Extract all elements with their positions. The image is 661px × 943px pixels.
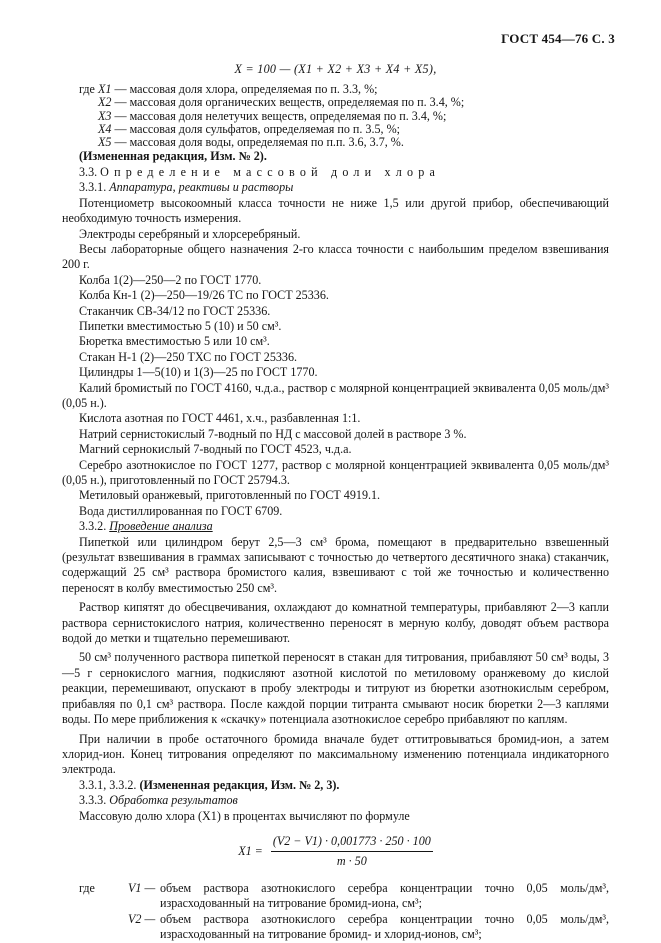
x1-denominator: m · 50 [336, 853, 367, 868]
equipment-item: Пипетки вместимостью 5 (10) и 50 см³. [79, 318, 282, 333]
section-3-3-3-heading: 3.3.3. Обработка результатов [79, 793, 238, 808]
x1-formula-lhs: X1 = [238, 843, 263, 858]
document-body [62, 60, 609, 943]
var-description: объем раствора азотнокислого серебра концентрации точно 0,05 моль/дм³, израсходованный на титрование бромид-иона, см³; [160, 880, 609, 911]
equipment-item: Серебро азотнокислое по ГОСТ 1277, раствор с молярной концентрацией эквивалента 0,05 моль/дм³ (0,05 н.), приготовленный по ГОСТ 25794.3. [62, 457, 609, 488]
procedure-paragraph: Раствор кипятят до обесцвечивания, охлаждают до комнатной температуры, прибавляют 2—3 капли раствора сернистокислого натрия, количественно переносят в мерную колбу, доводят объем раствора водой до метки и тщательно перемешивают. [62, 600, 609, 646]
equipment-item: Натрий сернистокислый 7-водный по НД с массовой долей в растворе 3 %. [79, 426, 467, 441]
equipment-item: Калий бромистый по ГОСТ 4160, ч.д.а., раствор с молярной концентрацией эквивалента 0,05 моль/дм³ (0,05 н.). [62, 380, 609, 410]
var-symbol: V2 — [128, 911, 156, 926]
revision-note-2: 3.3.1, 3.3.2. (Измененная редакция, Изм. № 2, 3). [79, 777, 340, 792]
equipment-item: Метиловый оранжевый, приготовленный по ГОСТ 4919.1. [79, 488, 381, 503]
document-header-code: ГОСТ 454—76 С. 3 [501, 31, 615, 46]
x1-numerator: (V2 − V1) · 0,001773 · 250 · 100 [271, 834, 433, 852]
equipment-item: Кислота азотная по ГОСТ 4461, х.ч., разбавленная 1:1. [79, 411, 361, 426]
where-item: X5 — массовая доля воды, определяемая по п.п. 3.6, 3.7, %. [98, 135, 404, 150]
procedure-paragraph: При наличии в пробе остаточного бромида вначале будет оттитровываться бромид-ион, а затем хлорид-ион. Конец титрования определяют по максимальному изменению потенциала индикаторного электрода. [62, 731, 609, 777]
where-item: X1 — массовая доля хлора, определяемая по п. 3.3, %; [98, 82, 378, 96]
section-3-3-2-heading: 3.3.2. Проведение анализа [79, 519, 213, 534]
equipment-item: Вода дистиллированная по ГОСТ 6709. [79, 503, 283, 518]
where-item: X4 — массовая доля сульфатов, определяемая по п. 3.5, %; [98, 121, 401, 136]
equipment-item: Магний сернокислый 7-водный по ГОСТ 4523, ч.д.а. [79, 442, 352, 457]
equipment-item: Бюретка вместимостью 5 или 10 см³. [79, 334, 270, 349]
section-3-3-heading: 3.3. Определение массовой доли хлора [79, 164, 441, 179]
equipment-item: Электроды серебряный и хлорсеребряный. [79, 226, 301, 241]
where-item: X2 — массовая доля органических веществ, определяемая по п. 3.4, %; [98, 95, 465, 110]
equipment-item: Колба 1(2)—250—2 по ГОСТ 1770. [79, 272, 262, 287]
procedure-paragraph: Пипеткой или цилиндром берут 2,5—3 см³ брома, помещают в предварительно взвешенный (результат взвешивания в граммах записывают с точностью до четвертого десятичного знака) стаканчик, содержащий 25 см³ раствора бромистого калия, взвешивают с той же точностью и количественно переносят в колбу вместимостью 250 см³. [62, 534, 609, 595]
where-list [62, 83, 609, 149]
where-item: X3 — массовая доля нелетучих веществ, определяемая по п. 3.4, %; [98, 108, 447, 123]
equipment-item: Весы лабораторные общего назначения 2-го класса точности с наибольшим пределом взвешивания 200 г. [62, 241, 609, 272]
revision-note-1: (Измененная редакция, Изм. № 2). [79, 149, 267, 164]
calc-intro: Массовую долю хлора (X1) в процентах вычисляют по формуле [79, 808, 410, 823]
equipment-item: Колба Кн-1 (2)—250—19/26 ТС по ГОСТ 25336. [79, 288, 329, 303]
where-label: где [79, 82, 95, 96]
var-symbol: V1 — [128, 880, 156, 895]
section-3-3-1-heading: 3.3.1. Аппаратура, реактивы и растворы [79, 180, 294, 195]
variables-list [62, 881, 609, 943]
x1-formula [62, 834, 609, 869]
var-description: объем раствора азотнокислого серебра концентрации точно 0,05 моль/дм³, израсходованный на титрование бромид- и хлорид-ионов, см³; [160, 911, 609, 942]
equipment-item: Стакан Н-1 (2)—250 ТХС по ГОСТ 25336. [79, 349, 298, 364]
equipment-item: Цилиндры 1—5(10) и 1(3)—25 по ГОСТ 1770. [79, 365, 318, 380]
where-label-2: где [79, 880, 95, 895]
where-items [98, 83, 609, 149]
equipment-item: Стаканчик СВ-34/12 по ГОСТ 25336. [79, 303, 271, 318]
x1-fraction [271, 834, 433, 869]
procedure-paragraph: 50 см³ полученного раствора пипеткой переносят в стакан для титрования, прибавляют 50 см³ воды, 3—5 г сернокислого магния, подкисляют азотной кислотой по метиловому оранжевому до кислой реакции, перемешивают, опускают в пробу электроды и титруют из бюретки азотнокислым серебром, прибавляя по 0,1 см³ раствора. После каждой порции титранта смывают носик бюретки 2—3 каплями воды. По мере приближения к «скачку» потенциала азотнокислое серебро прибавляют по каплям. [62, 650, 609, 727]
main-formula: X = 100 — (X1 + X2 + X3 + X4 + X5), [234, 62, 437, 76]
equipment-item: Потенциометр высокоомный класса точности не ниже 1,5 или другой прибор, обеспечивающий необходимую точность измерения. [62, 195, 609, 226]
